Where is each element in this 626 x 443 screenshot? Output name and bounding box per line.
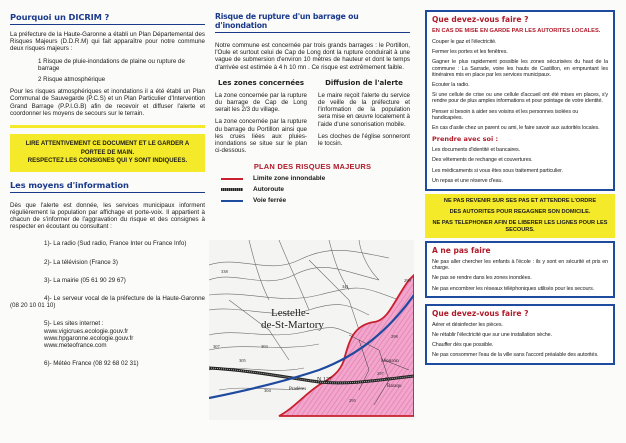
box1-subtitle: EN CAS DE MISE EN GARDE PAR LES AUTORITES LOCALES. [432,28,601,34]
flood-zone-area [279,275,414,416]
instruction-item: Gagner le plus rapidement possible les zones sécurisées du haut de la commune : La Sarrade, voire les hauts de Castillon, en empruntant les itinéraires mis en place par les services municipaux. [432,59,608,78]
info-item-tv: 2)- La télévision (France 3) [44,258,118,266]
zones-p1: La zone concernée par la rupture du barrage de Cap de Long serait les 2/3 du village. [215,91,307,114]
notice-box [10,134,205,172]
notice-line-2: RESPECTEZ LES CONSIGNES QUI Y SONT INDIQUEES. [27,158,188,165]
svg-text:305: 305 [239,358,246,363]
after-item: Ne rétablir l'électricité que sur une installation sèche. [432,332,552,339]
plan-title: PLAN DES RISQUES MAJEURS [253,162,372,172]
section-title-dicrim: Pourquoi un DICRIM ? [10,12,205,25]
map-legend [215,173,410,206]
box1-title: Que devez-vous faire ? [432,15,529,24]
instruction-item: En cas d'asile chez un parent ou ami, le faire savoir aux autorités locales. [432,125,600,132]
svg-text:298: 298 [391,334,398,339]
zones-title: Les zones concernées [218,78,304,87]
legend-flood-limit: Limite zone innondable [215,173,410,184]
after-item: Chauffer dès que possible. [432,342,494,349]
box2-title: A ne pas faire [432,246,491,256]
two-subcolumns [215,79,410,155]
info-item-serveur: 4)- Le serveur vocal de la préfecture de la Haute-Garonne (08 20 10 01 10) [10,294,205,310]
legend-railway: Voie ferrée [215,195,410,206]
dicrim-intro: La préfecture de la Haute-Garonne a établi un Plan Départemental des Risques Majeurs (D.D.R.M) qui fait apparaître pour notre commune deux risques majeurs : [10,31,205,53]
take-item: Les médicaments si vous êtes sous traitement particulier. [432,167,563,174]
take-item: Les documents d'identité et bancaires. [432,147,521,154]
info-item-meteo: 6)- Météo France (08 92 68 02 31) [44,360,139,368]
info-item-radio: 1)- La radio (Sud radio, France Inter ou France Info) [44,240,187,248]
svg-text:de-St-Martory: de-St-Martory [261,319,324,331]
svg-text:Baraqu: Baraqu [387,384,402,389]
zones-p2: La zone concernée par la rupture du barrage du Portillon ainsi que les crues liées aux pluies-inondations se situe sur le plan ci-dessous. [215,118,307,155]
svg-text:Pradères: Pradères [289,387,307,392]
dicrim-plans: Pour les risques atmosphériques et inondations il a été établi un Plan Communal de Sauvegarde (P.C.S) et un Plan Particulier d'Intervention Grand Barrage (P.P.I.G.B) afin de recevoir et diffuser l'alerte et coordonner les moyens de secours sur le terrain. [10,88,205,117]
notice-right-line-3: NE PAS TELEPHONER AFIN DE LIBERER LES LIGNES POUR LES SECOURS. [432,220,608,234]
svg-text:N 127: N 127 [317,377,332,383]
site-link-meteofrance[interactable]: www.meteofrance.com [44,341,107,349]
info-item-mairie: 3)- La mairie (05 61 90 29 67) [44,276,126,284]
alerte-p1: Le maire reçoit l'alerte du service de veille de la préfecture et l'information de la population sera mise en œuvre localement à l'aide d'une sonorisation mobile. [318,91,410,128]
instruction-item: Si une cellule de crise ou une cellule d'accueil ont été mises en places, s'y rendre pour de plus amples informations et pour pointage de votre identité. [432,92,608,105]
section-title-barrage: Risque de rupture d'un barrage ou d'inondation [215,12,410,33]
do-not-item: Ne pas se rendre dans les zones inondées. [432,275,532,282]
highway-line-icon [221,188,243,191]
info-intro: Dès que l'alerte est donnée, les services municipaux informent régulièrement la population par affichage et porte-voix. Il appartient à chacun de s'informer de l'aggravation du risque et des consignes à respecter en écoutant ou consultant : [10,201,205,231]
red-line-icon [221,178,243,180]
divider-yellow [10,125,205,128]
legend-autoroute: Autoroute [215,184,410,195]
risk-item-2: 2 Risque atmosphérique [38,76,106,84]
topographic-map [209,240,414,420]
info-item-sites: 5)- Les sites internet : [44,320,104,328]
svg-text:299: 299 [404,278,411,283]
notice-right-line-2: DES AUTORITES POUR REGAGNER SON DOMICILE. [449,209,591,216]
after-item: Ne pas consommer l'eau de la ville sans l'accord préalable des autorités. [432,352,599,359]
take-item: Des vêtements de rechange et couvertures. [432,157,533,164]
column-center [215,0,410,443]
svg-text:303: 303 [261,344,268,349]
instruction-item: Couper le gaz et l'électricité. [432,39,497,45]
box-do-not [425,241,615,298]
instruction-item: Ecouter la radio. [432,82,470,89]
notice-line-1: LIRE ATTENTIVEMENT CE DOCUMENT ET LE GARDER A PORTEE DE MAIN. [25,141,190,156]
svg-text:341: 341 [342,284,349,289]
notice-box-right [425,194,615,238]
column-right [425,0,615,443]
subcol-zones [215,79,307,155]
svg-text:Lestelle-: Lestelle- [271,307,310,319]
alerte-title: Diffusion de l'alerte [325,78,403,87]
section-title-info: Les moyens d'information [10,180,205,193]
instruction-item: Penser si besoin à aider ses voisins et les personnes isolées ou handicapées. [432,108,579,121]
svg-text:338: 338 [221,269,228,274]
site-link-vigicrues[interactable]: www.vigicrues.ecologie.gouv.fr [44,327,129,335]
svg-text:304: 304 [264,388,271,393]
do-not-item: Ne pas encombrer les réseaux téléphoniques utilisés pour les secours. [432,285,595,292]
column-left [10,0,205,443]
risk-item-1: 1 Risque de pluie-inondations de plaine ou rupture de barrage [38,57,185,72]
instruction-item: Fermer les portes et les fenêtres. [432,49,508,56]
svg-text:307: 307 [213,344,220,349]
box-what-to-do [425,10,615,191]
svg-text:295: 295 [349,398,356,403]
do-not-item: Ne pas aller chercher les enfants à l'école : ils y sont en sécurité et pris en charge. [432,259,608,272]
barrage-intro: Notre commune est concernée par trois grands barrages : le Portillon, l'Oule et surtout celui de Cap de Long dont la rupture conduirait à une vague de submersion d'environ 10 mètres de hauteur et dont le temps d'arrivée est estimée à 4 h 10 mn . Ce risque est extrêmement faible. [215,42,410,71]
box3-title: Que devez-vous faire ? [432,308,529,318]
box-after [425,304,615,365]
take-item: Un repas et une réserve d'eau. [432,177,503,184]
svg-text:301: 301 [385,376,392,381]
after-item: Aérer et désinfecter les pièces. [432,321,503,328]
notice-right-line-1: NE PAS REVENIR SUR SES PAS ET ATTENDRE L'ORDRE [443,198,597,205]
site-link-hpgaronne[interactable]: www.hpgaronne.ecologie.gouv.fr [44,334,134,342]
take-with-label: Prendre avec soi : [432,135,499,144]
subcol-alerte [318,79,410,155]
risk-map [209,240,414,420]
alerte-p2: Les cloches de l'église sonneront le tocsin. [318,132,410,148]
svg-text:Mouron: Mouron [381,358,399,364]
svg-text:297: 297 [377,371,384,376]
blue-line-icon [221,200,243,202]
